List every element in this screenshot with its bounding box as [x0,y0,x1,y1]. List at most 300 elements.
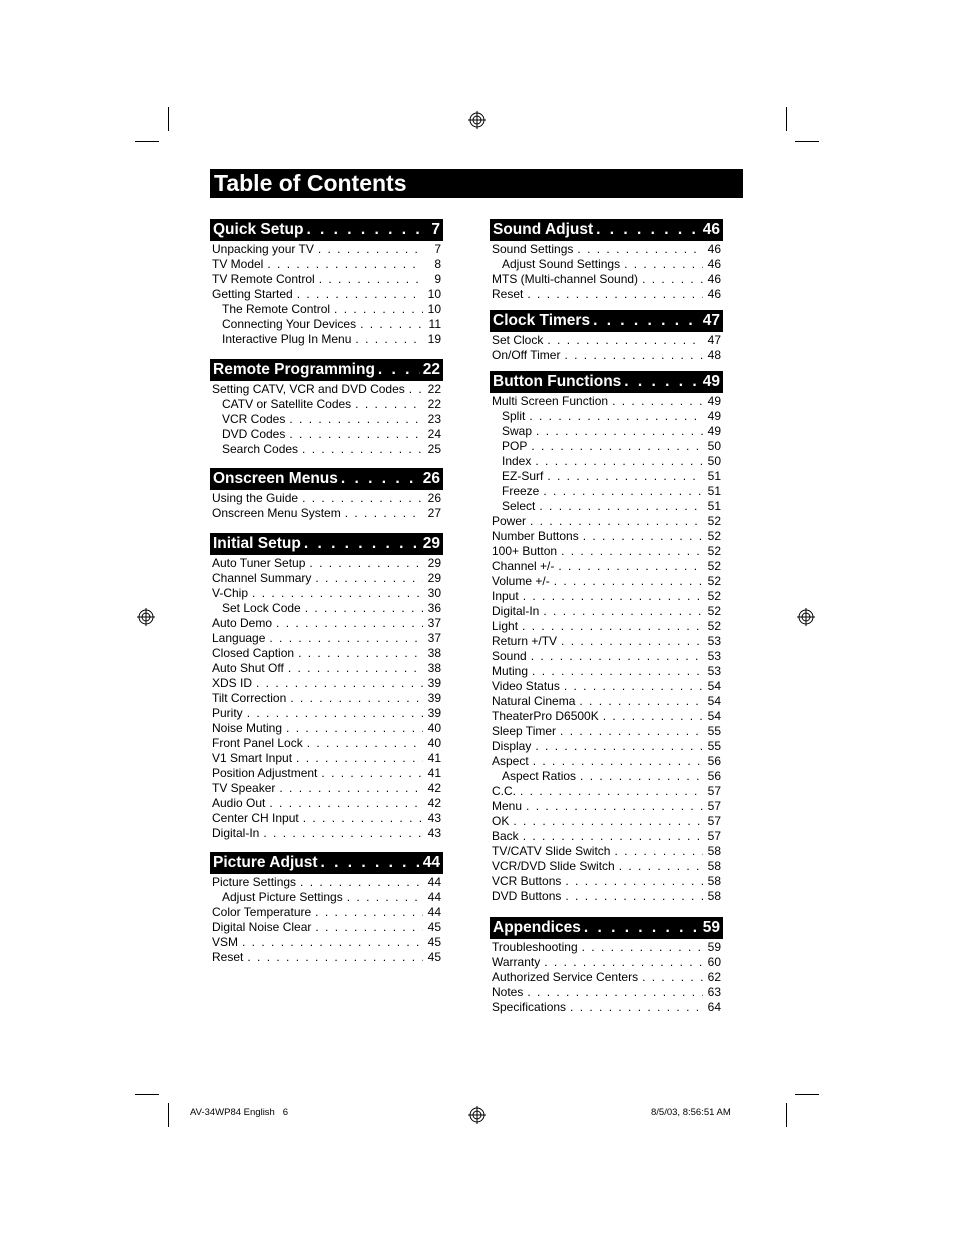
page-title: Table of Contents [210,169,743,198]
toc-entry[interactable] [210,796,443,811]
toc-entry[interactable] [210,442,443,457]
dot-leader [288,661,423,676]
section-page-number: 46 [702,221,720,238]
entry-label: Select [502,499,536,513]
toc-entry[interactable] [490,272,723,287]
entry-page-number: 53 [707,664,721,678]
dot-leader [570,1000,703,1015]
entry-label: TV Model [212,257,264,271]
registration-mark-icon [797,608,815,626]
entry-page-number: 42 [427,781,441,795]
entry-page-number: 51 [707,469,721,483]
entry-label: Aspect Ratios [502,769,577,783]
entry-page-number: 41 [427,766,441,780]
entry-label: 100+ Button [492,544,558,558]
entry-page-number: 58 [707,859,721,873]
entry-page-number: 62 [707,970,721,984]
dot-leader [583,529,703,544]
dot-leader [378,359,420,381]
toc-entry[interactable] [490,829,723,844]
entry-page-number: 54 [707,679,721,693]
dot-leader [520,784,703,799]
entry-label: Sound [492,649,527,663]
entry-page-number: 52 [707,619,721,633]
toc-entry[interactable] [210,721,443,736]
entry-page-number: 43 [427,811,441,825]
crop-mark [795,141,819,142]
entry-list [210,875,443,965]
dot-leader [305,601,423,616]
entry-page-number: 10 [427,302,441,316]
entry-label: TV Remote Control [212,272,315,286]
toc-entry[interactable] [210,586,443,601]
entry-list [210,382,443,457]
entry-page-number: 11 [428,317,441,331]
toc-entry[interactable] [490,859,723,874]
entry-label: VCR Codes [222,412,286,426]
toc-entry[interactable] [490,409,723,424]
entry-label: Set Clock [492,333,544,347]
toc-entry[interactable] [210,766,443,781]
toc-entry[interactable] [210,556,443,571]
dot-leader [539,499,703,514]
entry-label: Index [502,454,532,468]
dot-leader [531,439,703,454]
entry-list [210,556,443,841]
dot-leader [624,257,703,272]
toc-entry[interactable] [210,272,443,287]
dot-leader [523,589,703,604]
dot-leader [306,219,428,241]
toc-entry[interactable] [210,506,443,521]
entry-page-number: 49 [707,424,721,438]
entry-page-number: 56 [707,754,721,768]
entry-label: Adjust Sound Settings [502,257,621,271]
toc-entry[interactable] [210,811,443,826]
toc-entry[interactable] [490,649,723,664]
toc-entry[interactable] [490,814,723,829]
dot-leader [321,766,423,781]
entry-page-number: 57 [707,814,721,828]
toc-entry[interactable] [490,574,723,589]
toc-entry[interactable] [490,754,723,769]
toc-entry[interactable] [490,544,723,559]
entry-page-number: 57 [707,829,721,843]
section-title: Appendices [493,919,581,936]
entry-label: Sound Settings [492,242,574,256]
entry-label: OK [492,814,510,828]
dot-leader [263,826,423,841]
section-title: Onscreen Menus [213,470,338,487]
entry-page-number: 52 [707,529,721,543]
entry-page-number: 52 [707,604,721,618]
entry-label: Position Adjustment [212,766,318,780]
entry-label: Multi Screen Function [492,394,609,408]
toc-entry[interactable] [490,940,723,955]
toc-section [210,852,443,965]
entry-page-number: 58 [707,889,721,903]
entry-page-number: 53 [707,649,721,663]
entry-page-number: 36 [427,601,441,615]
entry-label: Muting [492,664,529,678]
entry-page-number: 55 [707,739,721,753]
toc-entry[interactable] [490,724,723,739]
entry-page-number: 25 [427,442,441,456]
entry-label: MTS (Multi-channel Sound) [492,272,639,286]
toc-entry[interactable] [490,664,723,679]
toc-entry[interactable] [210,676,443,691]
dot-leader [319,272,423,287]
toc-entry[interactable] [490,694,723,709]
dot-leader [303,811,423,826]
entry-page-number: 45 [427,935,441,949]
toc-entry[interactable] [210,736,443,751]
entry-label: VCR/DVD Slide Switch [492,859,615,873]
toc-entry[interactable] [210,890,443,905]
toc-entry[interactable] [490,559,723,574]
section-heading[interactable] [210,359,443,381]
footer-file-info: AV-34WP84 English 6 [190,1107,289,1118]
toc-entry[interactable] [490,1000,723,1015]
entry-label: Setting CATV, VCR and DVD Codes [212,382,405,396]
footer-timestamp: 8/5/03, 8:56:51 AM [651,1107,731,1118]
dot-leader [334,302,423,317]
toc-entry[interactable] [210,302,443,317]
toc-entry[interactable] [490,634,723,649]
section-heading[interactable] [210,219,443,241]
toc-entry[interactable] [210,412,443,427]
dot-leader [345,506,423,521]
entry-page-number: 46 [707,272,721,286]
entry-page-number: 43 [427,826,441,840]
toc-entry[interactable] [210,257,443,272]
entry-list [490,394,723,904]
dot-leader [315,571,423,586]
dot-leader [289,427,423,442]
entry-label: Digital-In [492,604,540,618]
entry-label: XDS ID [212,676,253,690]
toc-entry[interactable] [210,601,443,616]
crop-mark [135,141,159,142]
entry-page-number: 60 [707,955,721,969]
dot-leader [256,676,423,691]
entry-label: Warranty [492,955,541,969]
entry-label: On/Off Timer [492,348,561,362]
entry-page-number: 42 [427,796,441,810]
right-column [490,219,723,1015]
section-heading[interactable] [490,219,723,241]
entry-label: CATV or Satellite Codes [222,397,352,411]
entry-label: Auto Demo [212,616,273,630]
entry-page-number: 53 [707,634,721,648]
entry-page-number: 9 [434,272,441,286]
entry-label: Getting Started [212,287,293,301]
toc-entry[interactable] [490,589,723,604]
toc-entry[interactable] [210,382,443,397]
entry-label: Back [492,829,519,843]
left-column [210,219,443,965]
dot-leader [269,796,423,811]
entry-label: Search Codes [222,442,299,456]
toc-entry[interactable] [490,769,723,784]
entry-label: Front Panel Lock [212,736,303,750]
entry-page-number: 59 [707,940,721,954]
toc-section [490,310,723,363]
toc-entry[interactable] [210,826,443,841]
entry-label: Natural Cinema [492,694,576,708]
entry-label: Notes [492,985,524,999]
dot-leader [269,631,423,646]
toc-entry[interactable] [490,469,723,484]
toc-entry[interactable] [210,616,443,631]
toc-entry[interactable] [490,604,723,619]
toc-entry[interactable] [490,454,723,469]
entry-label: Swap [502,424,533,438]
toc-entry[interactable] [210,875,443,890]
toc-entry[interactable] [210,661,443,676]
entry-page-number: 41 [427,751,441,765]
entry-label: Channel Summary [212,571,312,585]
toc-entry[interactable] [210,905,443,920]
entry-page-number: 51 [707,499,721,513]
section-title: Clock Timers [493,312,591,329]
entry-label: Tilt Correction [212,691,287,705]
toc-entry[interactable] [490,889,723,904]
toc-entry[interactable] [490,242,723,257]
entry-page-number: 56 [707,769,721,783]
entry-label: Adjust Picture Settings [222,890,343,904]
toc-entry[interactable] [210,950,443,965]
entry-page-number: 26 [427,491,441,505]
section-heading[interactable] [490,310,723,332]
section-page-number: 22 [422,361,440,378]
entry-label: Picture Settings [212,875,297,889]
entry-label: Digital-In [212,826,260,840]
toc-entry[interactable] [210,491,443,506]
toc-entry[interactable] [490,333,723,348]
entry-label: Return +/TV [492,634,558,648]
entry-list [210,491,443,521]
entry-label: Auto Shut Off [212,661,284,675]
toc-entry[interactable] [210,242,443,257]
entry-page-number: 38 [427,661,441,675]
section-title: Button Functions [493,373,622,390]
entry-page-number: 27 [427,506,441,520]
toc-entry[interactable] [490,424,723,439]
dot-leader [580,769,703,784]
dot-leader [304,533,420,555]
section-heading[interactable] [210,533,443,555]
entry-page-number: 52 [707,589,721,603]
entry-page-number: 46 [707,242,721,256]
dot-leader [513,814,703,829]
toc-entry[interactable] [210,287,443,302]
entry-page-number: 45 [427,920,441,934]
toc-section [490,219,723,302]
entry-page-number: 51 [707,484,721,498]
toc-entry[interactable] [210,332,443,347]
toc-entry[interactable] [490,348,723,363]
dot-leader [360,317,423,332]
entry-label: Purity [212,706,243,720]
entry-page-number: 52 [707,514,721,528]
dot-leader [547,469,703,484]
toc-entry[interactable] [490,619,723,634]
entry-label: C.C. [492,784,516,798]
entry-label: VSM [212,935,239,949]
dot-leader [543,484,703,499]
toc-section [490,371,723,904]
section-heading[interactable] [490,371,723,393]
section-heading[interactable] [210,468,443,490]
section-page-number: 7 [431,221,440,238]
dot-leader [544,955,703,970]
toc-entry[interactable] [210,397,443,412]
entry-list [490,242,723,302]
entry-label: Number Buttons [492,529,579,543]
toc-entry[interactable] [210,706,443,721]
entry-page-number: 52 [707,574,721,588]
dot-leader [247,950,423,965]
dot-leader [584,917,700,939]
entry-label: Reset [492,287,524,301]
entry-page-number: 52 [707,544,721,558]
toc-entry[interactable] [490,709,723,724]
toc-entry[interactable] [490,439,723,454]
entry-label: Power [492,514,527,528]
dot-leader [543,604,703,619]
dot-leader [561,634,703,649]
entry-page-number: 54 [707,709,721,723]
dot-leader [522,619,703,634]
entry-page-number: 40 [427,736,441,750]
dot-leader [536,424,703,439]
toc-entry[interactable] [490,799,723,814]
crop-mark [786,1103,787,1127]
entry-label: Reset [212,950,244,964]
entry-page-number: 64 [707,1000,721,1014]
entry-label: Onscreen Menu System [212,506,341,520]
toc-entry[interactable] [490,287,723,302]
entry-page-number: 44 [427,875,441,889]
toc-entry[interactable] [490,514,723,529]
dot-leader [355,397,423,412]
entry-page-number: 48 [707,348,721,362]
toc-entry[interactable] [210,317,443,332]
entry-label: Troubleshooting [492,940,578,954]
dot-leader [297,287,423,302]
dot-leader [298,646,423,661]
toc-entry[interactable] [490,484,723,499]
entry-page-number: 57 [707,784,721,798]
section-title: Sound Adjust [493,221,594,238]
toc-entry[interactable] [490,394,723,409]
section-heading[interactable] [210,852,443,874]
dot-leader [315,920,423,935]
section-page-number: 26 [422,470,440,487]
toc-entry[interactable] [490,679,723,694]
entry-label: Using the Guide [212,491,299,505]
toc-entry[interactable] [210,427,443,442]
toc-entry[interactable] [210,631,443,646]
toc-entry[interactable] [490,874,723,889]
entry-page-number: 24 [427,427,441,441]
toc-entry[interactable] [210,646,443,661]
entry-label: Color Temperature [212,905,312,919]
toc-entry[interactable] [210,571,443,586]
entry-label: Noise Muting [212,721,283,735]
entry-list [490,940,723,1015]
dot-leader [642,970,703,985]
entry-label: Input [492,589,519,603]
entry-page-number: 46 [707,287,721,301]
toc-entry[interactable] [490,529,723,544]
entry-label: Split [502,409,526,423]
entry-label: Channel +/- [492,559,555,573]
toc-entry[interactable] [210,691,443,706]
toc-entry[interactable] [490,257,723,272]
dot-leader [642,272,703,287]
registration-mark-icon [468,1106,486,1124]
entry-label: Interactive Plug In Menu [222,332,352,346]
section-heading[interactable] [490,917,723,939]
dot-leader [527,287,703,302]
entry-label: TV/CATV Slide Switch [492,844,611,858]
toc-entry[interactable] [490,970,723,985]
crop-mark [795,1094,819,1095]
entry-page-number: 30 [427,586,441,600]
dot-leader [242,935,423,950]
toc-entry[interactable] [490,955,723,970]
entry-label: Freeze [502,484,540,498]
toc-entry[interactable] [490,739,723,754]
entry-list [210,242,443,347]
entry-label: Light [492,619,519,633]
toc-entry[interactable] [490,784,723,799]
section-title: Picture Adjust [213,854,318,871]
dot-leader [318,242,423,257]
dot-leader [612,394,703,409]
entry-label: Closed Caption [212,646,295,660]
dot-leader [560,724,703,739]
entry-label: Volume +/- [492,574,550,588]
entry-label: Center CH Input [212,811,299,825]
dot-leader [596,219,700,241]
entry-page-number: 54 [707,694,721,708]
dot-leader [302,491,423,506]
entry-page-number: 23 [427,412,441,426]
toc-entry[interactable] [210,751,443,766]
entry-label: DVD Buttons [492,889,562,903]
section-title: Remote Programming [213,361,375,378]
entry-label: Authorized Service Centers [492,970,639,984]
toc-entry[interactable] [490,985,723,1000]
toc-entry[interactable] [490,499,723,514]
toc-entry[interactable] [490,844,723,859]
entry-label: Audio Out [212,796,266,810]
entry-label: Specifications [492,1000,567,1014]
toc-entry[interactable] [210,935,443,950]
toc-section [210,359,443,457]
entry-page-number: 52 [707,559,721,573]
toc-entry[interactable] [210,781,443,796]
entry-label: Unpacking your TV [212,242,314,256]
entry-page-number: 7 [434,242,441,256]
section-title: Quick Setup [213,221,304,238]
toc-entry[interactable] [210,920,443,935]
crop-mark [135,1094,159,1095]
dot-leader [535,739,703,754]
